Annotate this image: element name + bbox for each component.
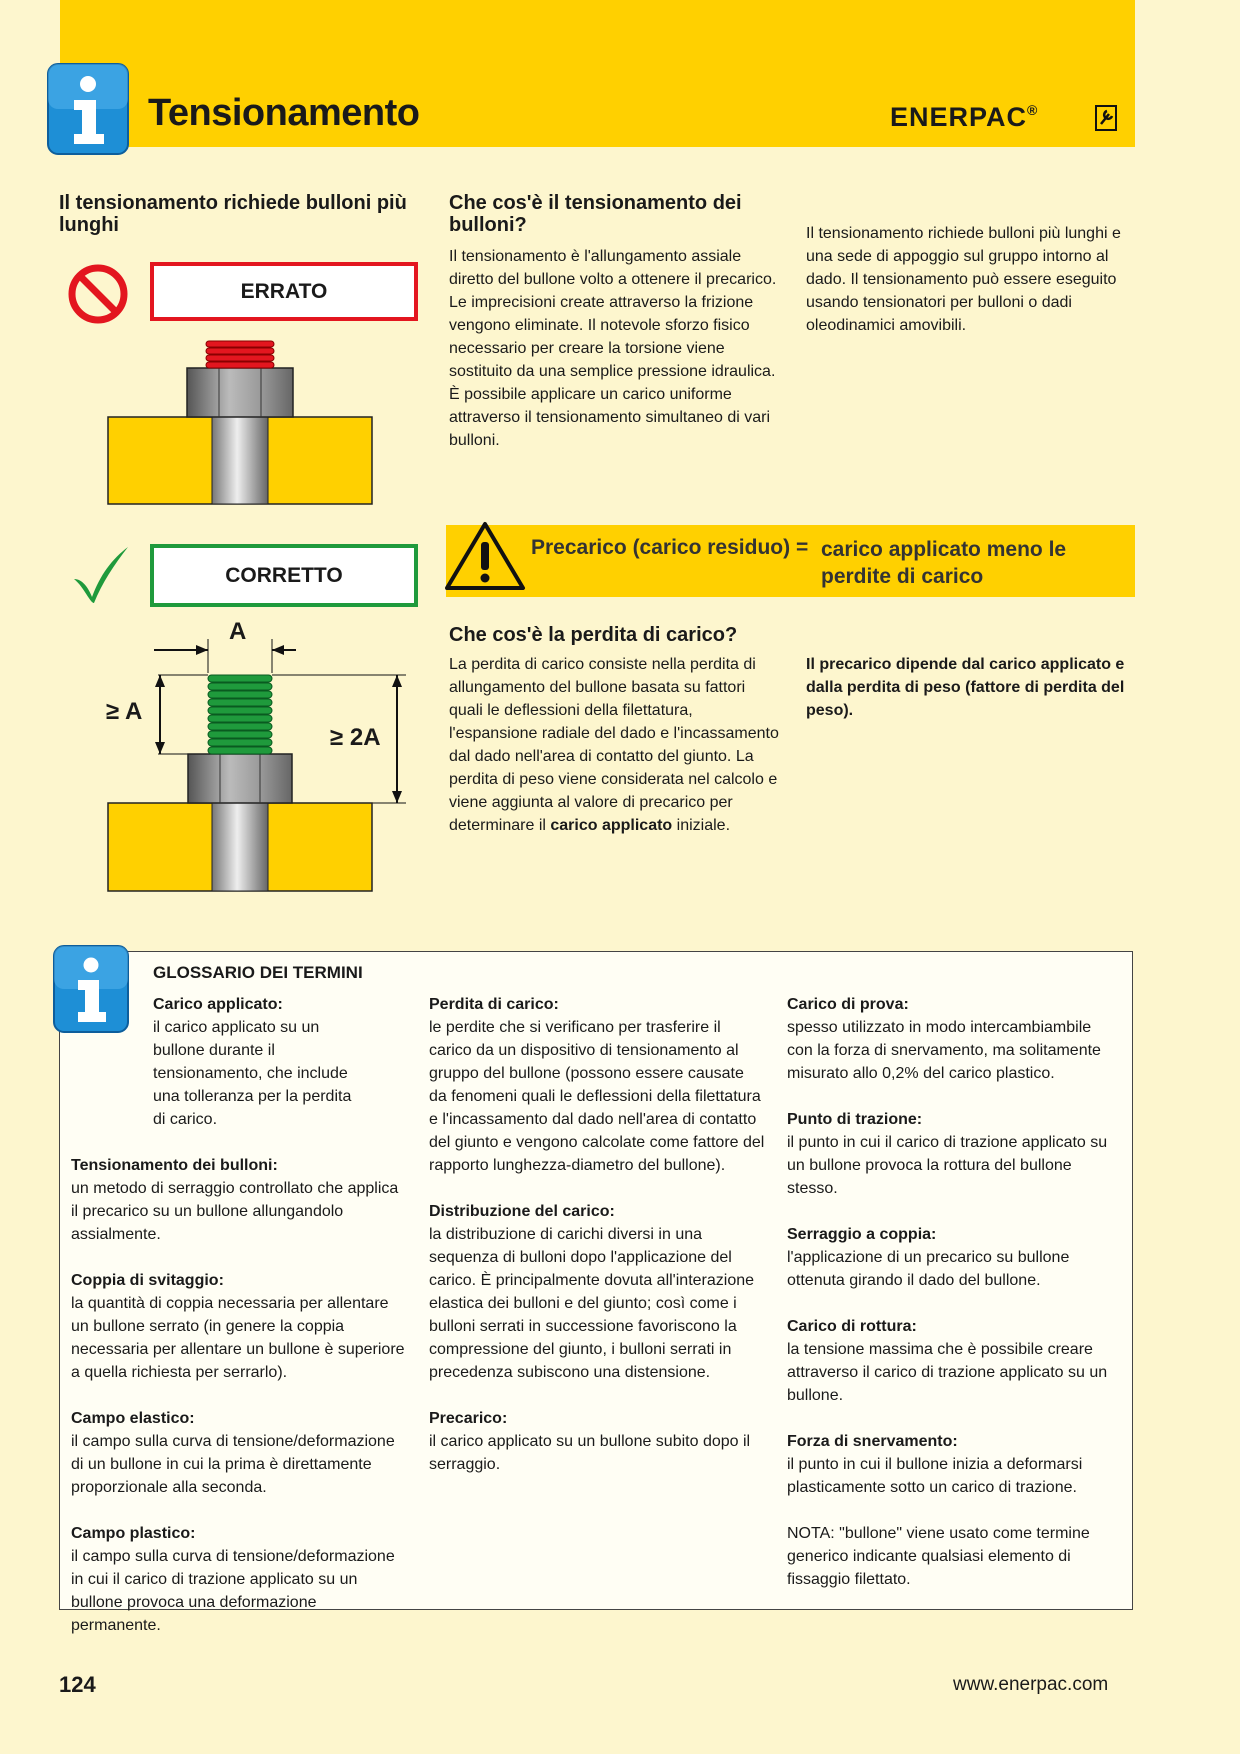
glossary-col1 [71,993,407,1660]
glossary-title: GLOSSARIO DEI TERMINI [153,963,363,982]
glossary-col3 [787,993,1117,1614]
wrench-icon [1095,105,1117,131]
footer-url[interactable]: www.enerpac.com [953,1674,1109,1695]
info-icon [44,60,132,158]
dim-ge-2a-label: ≥ 2A [330,724,381,751]
glossary-entry: Punto di trazione: il punto in cui il carico di trazione applicato su un bullone provoca la rottura del bullone stesso. [787,1111,1108,1197]
wrong-bolt-diagram [105,335,375,507]
formula-right-line2: perdite di carico [821,565,984,588]
glossary-entry: Campo plastico: il campo sulla curva di tensione/deformazione in cui il carico di trazione applicato su un bullone provoca una deformazione permanente. [71,1525,395,1634]
section1-text: Il tensionamento è l'allungamento assiale diretto del bullone volto a ottenere il precarico. Le imprecisioni create attraverso la frizione vengono eliminate. Il notevole sforzo fisico necessario per creare la torsione viene sostituito da una semplice pressione idraulica. È possibile applicare un carico uniforme attraverso il tensionamento simultaneo di vari bulloni. [449,248,777,449]
glossary-entry: Perdita di carico: le perdite che si verificano per trasferire il carico da un dispositivo di tensionamento al gruppo del bullone (possono essere causate da fenomeni quali le deflessioni della filettatura e l'incassamento dal dado nell'area di contatto del giunto e vengono calcolate come fattore del rapporto lunghezza-diametro del bullone). [429,996,765,1174]
correct-bolt-diagram [100,615,410,897]
glossary-entry: Tensionamento dei bulloni: un metodo di serraggio controllato che applica il precarico su un bullone allungandolo assialmente. [71,1157,399,1243]
prohibited-icon [66,262,130,326]
section2-heading: Che cos'è la perdita di carico? [449,624,738,646]
correct-label: CORRETTO [150,544,418,607]
glossary-note: NOTA: "bullone" viene usato come termine generico indicante qualsiasi elemento di fissaggio filettato. [787,1525,1090,1588]
glossary-entry: Coppia di svitaggio: la quantità di coppia necessaria per allentare un bullone serrato (in genere la coppia necessaria per allentare un bullone è superiore a quella richiesta per serrarlo). [71,1272,405,1381]
section2-side-text: Il precarico dipende dal carico applicato e dalla perdita di peso (fattore di perdita del peso). [806,656,1125,719]
wrong-label: ERRATO [150,262,418,321]
enerpac-logo: ENERPAC® [890,102,1039,132]
glossary-entry: Carico applicato: [153,996,283,1013]
glossary-entry: Distribuzione del carico: la distribuzione di carichi diversi in una sequenza di bulloni dopo l'applicazione del carico. È principalmente dovuta all'interazione elastica dei bulloni e del giunto; così come i bulloni serrati in successione favoriscono la compressione del giunto, i bulloni serrati in precedenza subiscono una distensione. [429,1203,755,1381]
formula-left: Precarico (carico residuo) = [531,536,809,559]
section1-side-text: Il tensionamento richiede bulloni più lunghi e una sede di appoggio sul gruppo intorno al dado. Il tensionamento può essere eseguito usando tensionatori per bulloni o dadi oleodinamici amovibili. [806,225,1121,334]
glossary-entry: Serraggio a coppia: l'applicazione di un precarico su bullone ottenuta girando il dado del bullone. [787,1226,1070,1289]
glossary-entry: Carico di prova: spesso utilizzato in modo intercambiambile con la forza di snervamento, ma solitamente misurato allo 0,2% del carico plastico. [787,996,1101,1082]
glossary-col2 [429,993,765,1499]
glossary-entry: Carico di rottura: la tensione massima che è possibile creare attraverso il carico di trazione applicato su un bullone. [787,1318,1108,1404]
formula-right-line1: carico applicato meno le [821,538,1067,561]
formula-right [821,536,1066,590]
section2-text: La perdita di carico consiste nella perdita di allungamento del bullone basata su fattori quali le deflessioni della filettatura, l'espansione radiale del dado e l'incassamento dal dado nell'area di contatto del giunto. La perdita di peso viene considerata nel calcolo e viene aggiunta al valore di precarico per determinare il carico applicato iniziale. [449,656,779,834]
glossary-entry: Precarico: il carico applicato su un bullone subito dopo il serraggio. [429,1410,751,1473]
left-heading: Il tensionamento richiede bulloni più lunghi [59,192,407,236]
page-number: 124 [59,1672,96,1697]
dim-ge-a-label: ≥ A [106,698,143,725]
glossary-entry: Forza di snervamento: il punto in cui il bullone inizia a deformarsi plasticamente sotto un carico di trazione. [787,1433,1083,1496]
section1-heading: Che cos'è il tensionamento dei bulloni? [449,192,742,236]
checkmark-icon [72,545,130,605]
glossary-entry-def: il carico applicato su un bullone durante il tensionamento, che include una tolleranza per la perdita di carico. [153,1019,352,1128]
warning-icon [443,518,527,594]
glossary-entry: Campo elastico: il campo sulla curva di tensione/deformazione di un bullone in cui la prima è direttamente proporzionale alla seconda. [71,1410,395,1496]
dim-a-label: A [229,618,247,645]
page-title: Tensionamento [148,92,420,134]
